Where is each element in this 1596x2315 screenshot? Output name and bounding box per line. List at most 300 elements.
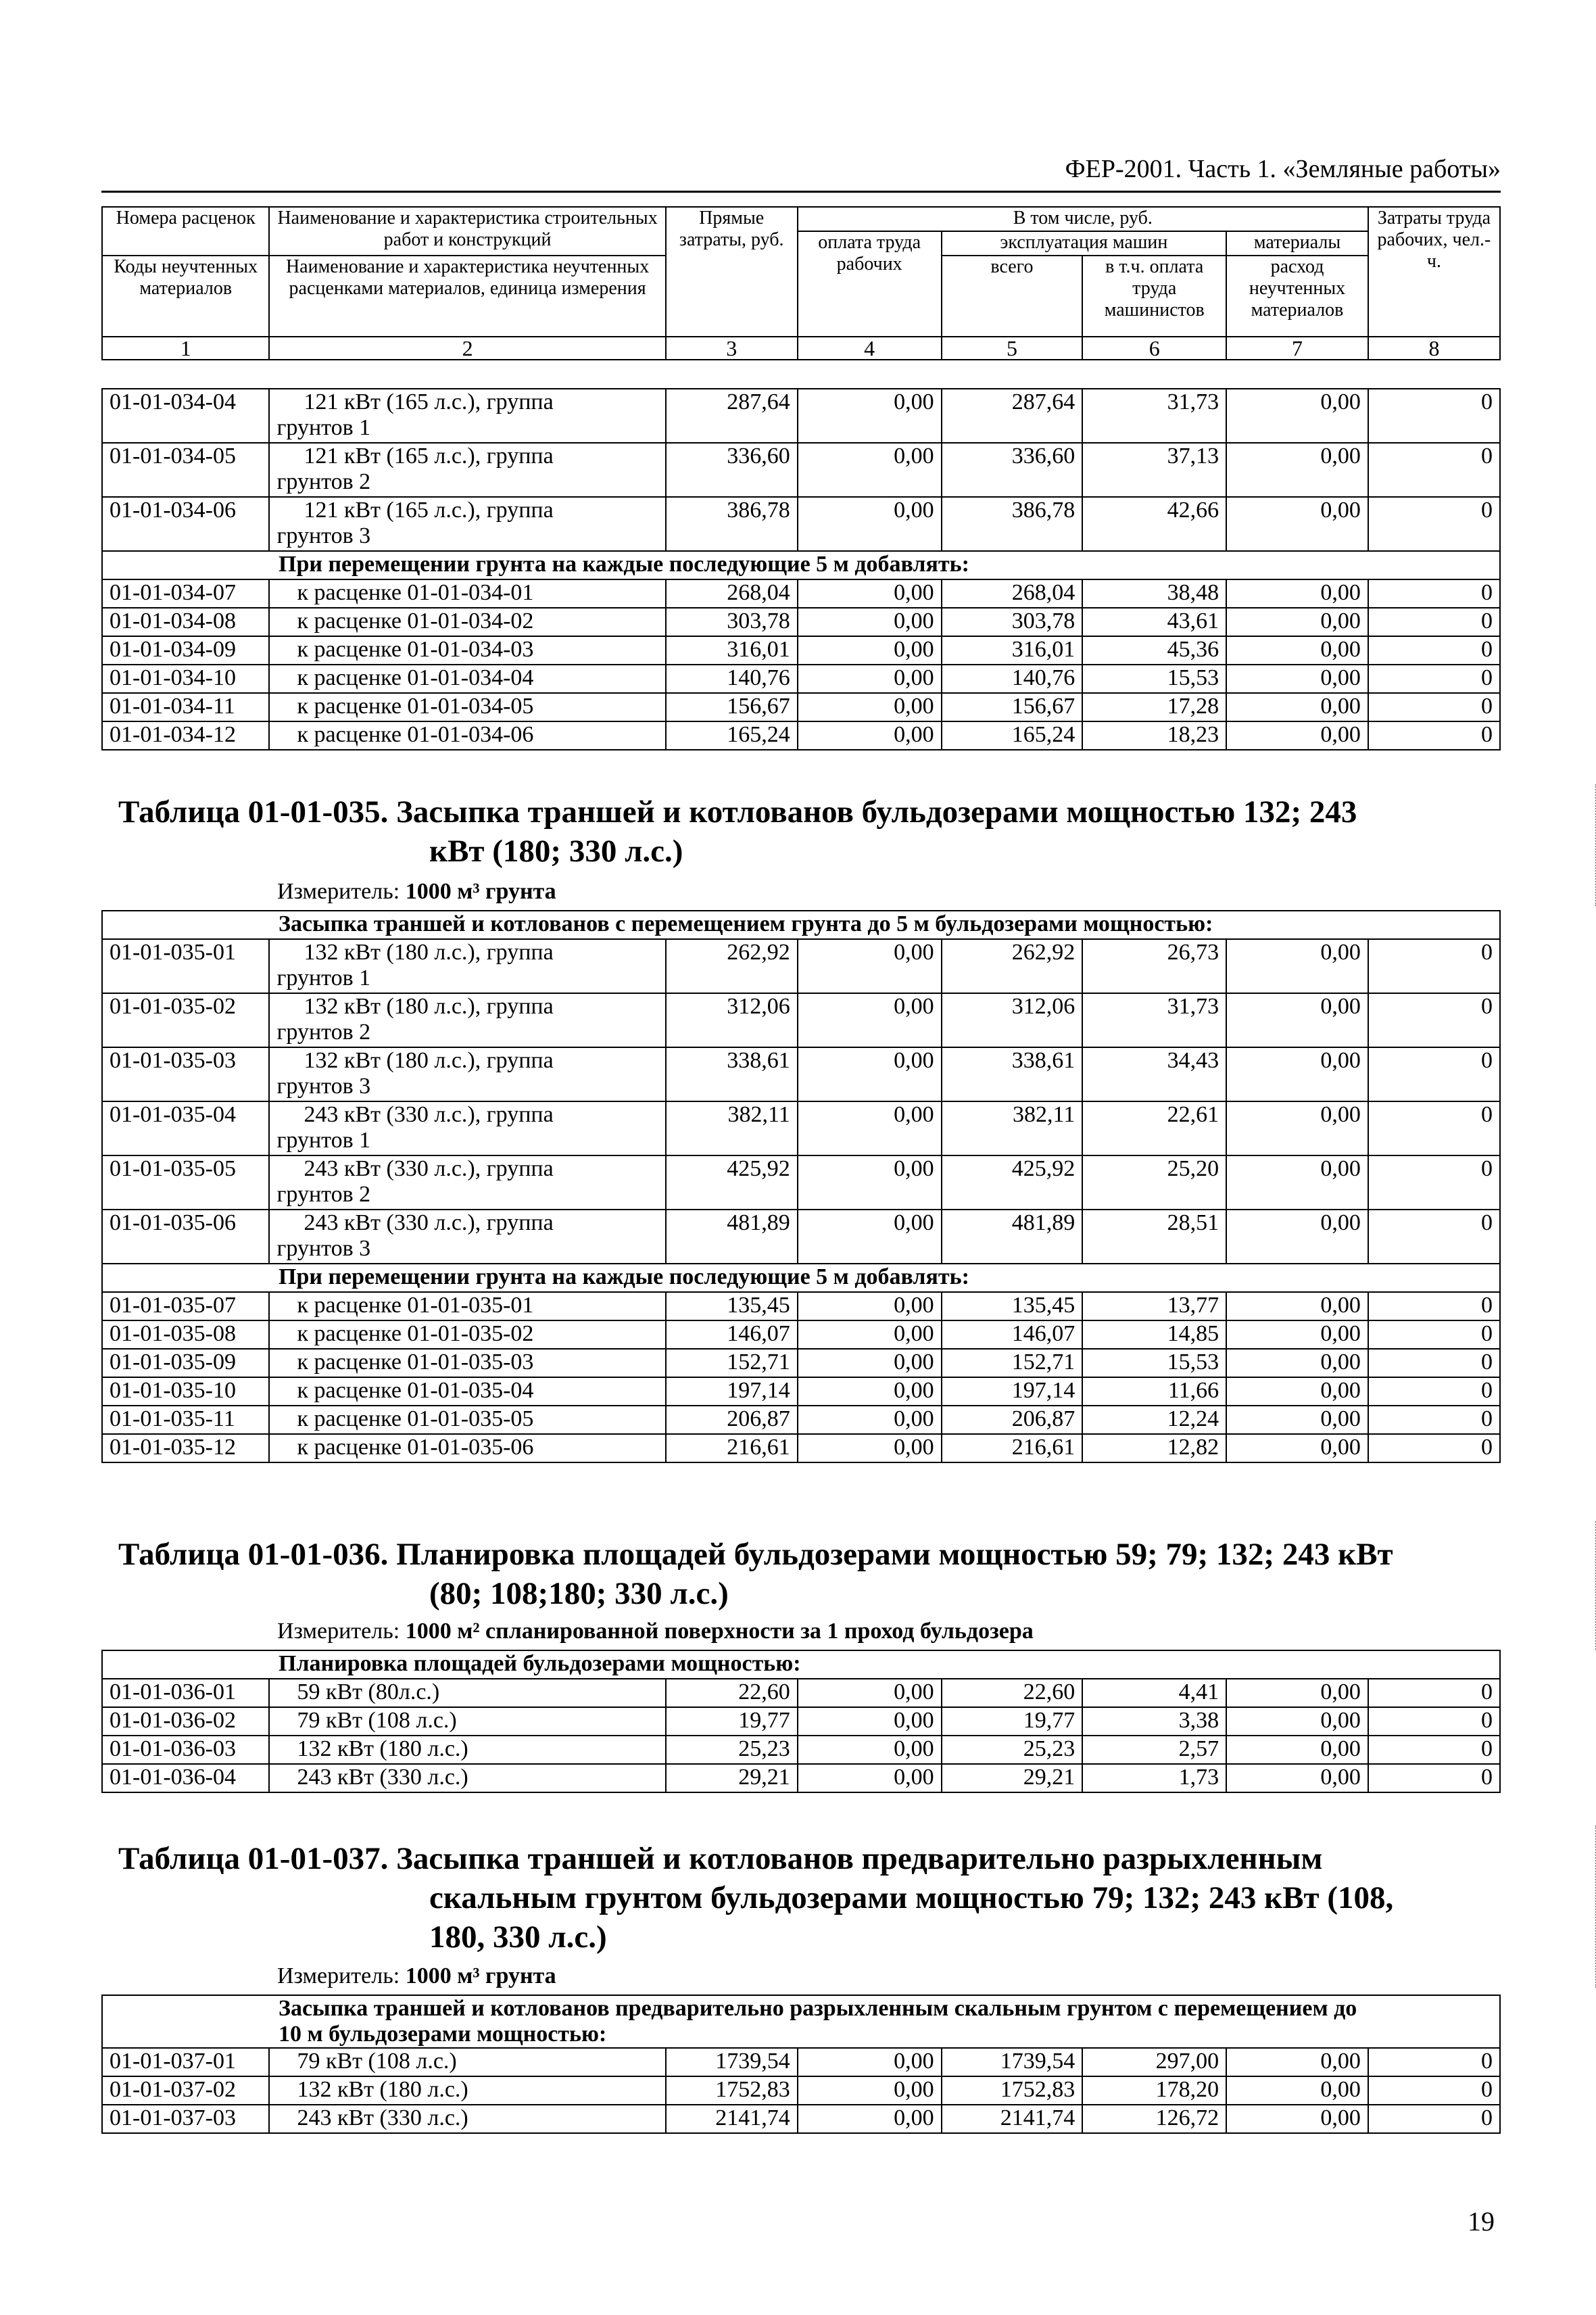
direct-costs-value: 303,78: [666, 608, 798, 636]
machines-total-value: 29,21: [942, 1764, 1083, 1792]
labor-hours-value: 0: [1368, 1155, 1500, 1210]
machines-total-value: 382,11: [942, 1101, 1083, 1155]
rate-name-line: грунтов 1: [276, 415, 371, 440]
labor-wages-value: 0,00: [798, 1320, 942, 1349]
machines-labor-value: 25,20: [1082, 1155, 1226, 1210]
col-incl-header: В том числе, руб.: [798, 207, 1368, 231]
materials-value: 0,00: [1226, 1101, 1368, 1155]
table-title-line: Засыпка траншей и котлованов предварительно разрыхленным: [396, 1841, 1323, 1876]
table-row: [102, 636, 1500, 665]
labor-wages-value: 0,00: [798, 497, 942, 551]
rate-name: [269, 389, 665, 443]
machines-total-value: 312,06: [942, 993, 1083, 1047]
col-materials-consumption: расход неучтенных материалов: [1226, 256, 1368, 337]
table-row: [102, 1736, 1500, 1764]
section-subheader: При перемещении грунта на каждые последующие 5 м добавлять:: [102, 1264, 1500, 1292]
rate-name: к расценке 01-01-034-06: [269, 721, 665, 750]
materials-value: 0,00: [1226, 1406, 1368, 1434]
machines-total-value: 156,67: [942, 693, 1083, 721]
table-number: Таблица 01-01-035.: [118, 794, 389, 830]
machines-total-value: 262,92: [942, 939, 1083, 993]
table-row: [102, 939, 1500, 993]
rate-name-line: грунтов 3: [276, 1074, 371, 1099]
rate-name-line: 132 кВт (180 л.с.), группа: [304, 940, 554, 965]
direct-costs-value: 287,64: [666, 389, 798, 443]
rate-code: 01-01-034-05: [102, 443, 269, 497]
rate-name-line: 132 кВт (180 л.с.), группа: [304, 1048, 554, 1073]
rate-name: 59 кВт (80л.с.): [269, 1679, 665, 1707]
labor-wages-value: 0,00: [798, 1406, 942, 1434]
machines-labor-value: 11,66: [1082, 1377, 1226, 1406]
table-row: [102, 1210, 1500, 1264]
rate-name: к расценке 01-01-034-01: [269, 579, 665, 608]
section-header: [102, 1995, 1500, 2048]
direct-costs-value: 165,24: [666, 721, 798, 750]
rate-name-line: 243 кВт (330 л.с.), группа: [304, 1210, 554, 1235]
machines-total-value: 206,87: [942, 1406, 1083, 1434]
table-row: [102, 1434, 1500, 1462]
direct-costs-value: 156,67: [666, 693, 798, 721]
table-row: [102, 1292, 1500, 1320]
meter-value: 1000 м³ грунта: [405, 879, 556, 904]
rate-name-line: 132 кВт (180 л.с.), группа: [304, 994, 554, 1019]
machines-total-value: 152,71: [942, 1349, 1083, 1377]
table-title: [118, 1839, 1470, 1957]
table-row: [102, 443, 1500, 497]
col-materials: материалы: [1226, 231, 1368, 256]
rate-name-line: 121 кВт (165 л.с.), группа: [304, 498, 554, 523]
col-number: 1: [102, 337, 269, 360]
machines-total-value: 316,01: [942, 636, 1083, 665]
section-subheader: При перемещении грунта на каждые последующие 5 м добавлять:: [102, 551, 1500, 579]
table-035: [101, 910, 1501, 1463]
rate-name-line: грунтов 2: [276, 1182, 371, 1207]
direct-costs-value: 1739,54: [666, 2048, 798, 2076]
rate-name-line: 243 кВт (330 л.с.), группа: [304, 1156, 554, 1181]
machines-total-value: 268,04: [942, 579, 1083, 608]
meter-value: 1000 м² спланированной поверхности за 1 проход бульдозера: [405, 1619, 1034, 1644]
materials-value: 0,00: [1226, 993, 1368, 1047]
rate-name-line: 243 кВт (330 л.с.), группа: [304, 1102, 554, 1127]
labor-hours-value: 0: [1368, 721, 1500, 750]
direct-costs-value: 19,77: [666, 1707, 798, 1736]
materials-value: 0,00: [1226, 1210, 1368, 1264]
rate-name: [269, 1155, 665, 1210]
table-row: [102, 2076, 1500, 2105]
labor-wages-value: 0,00: [798, 665, 942, 693]
machines-total-value: 1752,83: [942, 2076, 1083, 2105]
labor-hours-value: 0: [1368, 939, 1500, 993]
rate-code: 01-01-036-04: [102, 1764, 269, 1792]
labor-wages-value: 0,00: [798, 1155, 942, 1210]
rate-name: 132 кВт (180 л.с.): [269, 1736, 665, 1764]
direct-costs-value: 2141,74: [666, 2105, 798, 2133]
machines-total-value: 19,77: [942, 1707, 1083, 1736]
table-036: [101, 1650, 1501, 1793]
machines-labor-value: 28,51: [1082, 1210, 1226, 1264]
labor-wages-value: 0,00: [798, 1210, 942, 1264]
table-number: Таблица 01-01-036.: [118, 1537, 389, 1572]
table-title-line: 180, 330 л.с.): [429, 1919, 607, 1955]
table-row: [102, 2105, 1500, 2133]
labor-hours-value: 0: [1368, 579, 1500, 608]
machines-total-value: 135,45: [942, 1292, 1083, 1320]
materials-value: 0,00: [1226, 1047, 1368, 1101]
rate-code: 01-01-035-10: [102, 1377, 269, 1406]
table-034: [101, 388, 1501, 750]
direct-costs-value: 262,92: [666, 939, 798, 993]
rate-code: 01-01-035-03: [102, 1047, 269, 1101]
labor-wages-value: 0,00: [798, 1292, 942, 1320]
rate-name-line: грунтов 1: [276, 965, 371, 991]
labor-wages-value: 0,00: [798, 579, 942, 608]
table-title-line: Засыпка траншей и котлованов бульдозерами мощностью 132; 243: [396, 794, 1357, 830]
machines-labor-value: 26,73: [1082, 939, 1226, 993]
labor-hours-value: 0: [1368, 1377, 1500, 1406]
direct-costs-value: 316,01: [666, 636, 798, 665]
table-row: [102, 1101, 1500, 1155]
machines-labor-value: 43,61: [1082, 608, 1226, 636]
table-037: [101, 1995, 1501, 2134]
materials-value: 0,00: [1226, 2048, 1368, 2076]
machines-total-value: 140,76: [942, 665, 1083, 693]
labor-hours-value: 0: [1368, 1736, 1500, 1764]
machines-labor-value: 37,13: [1082, 443, 1226, 497]
rate-name: [269, 993, 665, 1047]
labor-hours-value: 0: [1368, 1349, 1500, 1377]
col-number: 8: [1368, 337, 1500, 360]
rate-code: 01-01-035-12: [102, 1434, 269, 1462]
materials-value: 0,00: [1226, 497, 1368, 551]
machines-labor-value: 14,85: [1082, 1320, 1226, 1349]
direct-costs-value: 22,60: [666, 1679, 798, 1707]
labor-wages-value: 0,00: [798, 993, 942, 1047]
direct-costs-value: 338,61: [666, 1047, 798, 1101]
materials-value: 0,00: [1226, 1292, 1368, 1320]
machines-labor-value: 22,61: [1082, 1101, 1226, 1155]
rate-code: 01-01-035-08: [102, 1320, 269, 1349]
table-row: [102, 1047, 1500, 1101]
col-machines: эксплуатация машин: [942, 231, 1227, 256]
rate-name-line: грунтов 2: [276, 469, 371, 494]
rate-name-line: грунтов 2: [276, 1020, 371, 1045]
materials-value: 0,00: [1226, 1155, 1368, 1210]
machines-labor-value: 31,73: [1082, 993, 1226, 1047]
column-header: [101, 206, 1501, 360]
rate-name: [269, 497, 665, 551]
machines-total-value: 216,61: [942, 1434, 1083, 1462]
table-title: [118, 1535, 1470, 1613]
table-title: [118, 792, 1470, 871]
col-name-top: Наименование и характеристика строительных работ и конструкций: [269, 207, 665, 256]
table-row: [102, 389, 1500, 443]
machines-labor-value: 13,77: [1082, 1292, 1226, 1320]
labor-hours-value: 0: [1368, 2048, 1500, 2076]
machines-labor-value: 15,53: [1082, 1349, 1226, 1377]
rate-name: к расценке 01-01-035-05: [269, 1406, 665, 1434]
rate-code: 01-01-034-09: [102, 636, 269, 665]
rate-name: [269, 939, 665, 993]
labor-wages-value: 0,00: [798, 1707, 942, 1736]
col-labor-costs: Затраты труда рабочих, чел.-ч.: [1368, 207, 1500, 337]
table-title-line: скальным грунтом бульдозерами мощностью 79; 132; 243 кВт (108,: [429, 1880, 1394, 1915]
rate-name: [269, 1101, 665, 1155]
materials-value: 0,00: [1226, 2105, 1368, 2133]
table-row: [102, 993, 1500, 1047]
table-row: [102, 1679, 1500, 1707]
rate-name: к расценке 01-01-034-04: [269, 665, 665, 693]
table-row: [102, 1707, 1500, 1736]
materials-value: 0,00: [1226, 939, 1368, 993]
rate-code: 01-01-035-04: [102, 1101, 269, 1155]
rate-code: 01-01-035-11: [102, 1406, 269, 1434]
materials-value: 0,00: [1226, 636, 1368, 665]
labor-wages-value: 0,00: [798, 1047, 942, 1101]
machines-total-value: 1739,54: [942, 2048, 1083, 2076]
machines-labor-value: 18,23: [1082, 721, 1226, 750]
materials-value: 0,00: [1226, 443, 1368, 497]
materials-value: 0,00: [1226, 1377, 1368, 1406]
direct-costs-value: 140,76: [666, 665, 798, 693]
machines-total-value: 146,07: [942, 1320, 1083, 1349]
col-name-bottom: Наименование и характеристика неучтенных расценками материалов, единица измерения: [269, 256, 665, 337]
rate-name: [269, 1210, 665, 1264]
labor-hours-value: 0: [1368, 608, 1500, 636]
machines-labor-value: 1,73: [1082, 1764, 1226, 1792]
labor-wages-value: 0,00: [798, 2048, 942, 2076]
machines-total-value: 336,60: [942, 443, 1083, 497]
materials-value: 0,00: [1226, 1679, 1368, 1707]
table-row: [102, 665, 1500, 693]
labor-wages-value: 0,00: [798, 389, 942, 443]
table-row: [102, 2048, 1500, 2076]
machines-total-value: 25,23: [942, 1736, 1083, 1764]
table-row: [102, 721, 1500, 750]
labor-hours-value: 0: [1368, 2105, 1500, 2133]
labor-wages-value: 0,00: [798, 1377, 942, 1406]
machines-total-value: 197,14: [942, 1377, 1083, 1406]
machines-total-value: 386,78: [942, 497, 1083, 551]
machines-labor-value: 42,66: [1082, 497, 1226, 551]
rate-name-line: грунтов 3: [276, 523, 371, 548]
machines-total-value: 22,60: [942, 1679, 1083, 1707]
machines-total-value: 165,24: [942, 721, 1083, 750]
rate-name: 132 кВт (180 л.с.): [269, 2076, 665, 2105]
labor-hours-value: 0: [1368, 1047, 1500, 1101]
rate-name: к расценке 01-01-035-06: [269, 1434, 665, 1462]
machines-total-value: 481,89: [942, 1210, 1083, 1264]
table-row: [102, 693, 1500, 721]
labor-wages-value: 0,00: [798, 2076, 942, 2105]
direct-costs-value: 216,61: [666, 1434, 798, 1462]
rate-code: 01-01-036-02: [102, 1707, 269, 1736]
col-number: 4: [798, 337, 942, 360]
rate-code: 01-01-037-01: [102, 2048, 269, 2076]
table-row: [102, 1320, 1500, 1349]
rate-name: к расценке 01-01-035-03: [269, 1349, 665, 1377]
materials-value: 0,00: [1226, 665, 1368, 693]
labor-hours-value: 0: [1368, 1707, 1500, 1736]
rate-code: 01-01-035-01: [102, 939, 269, 993]
labor-wages-value: 0,00: [798, 636, 942, 665]
materials-value: 0,00: [1226, 579, 1368, 608]
unit-of-measure: [277, 1619, 1034, 1644]
meter-label: Измеритель:: [277, 1619, 400, 1644]
machines-labor-value: 12,82: [1082, 1434, 1226, 1462]
materials-value: 0,00: [1226, 389, 1368, 443]
table-row: [102, 497, 1500, 551]
machines-labor-value: 34,43: [1082, 1047, 1226, 1101]
col-number: 7: [1226, 337, 1368, 360]
labor-wages-value: 0,00: [798, 2105, 942, 2133]
rate-name: к расценке 01-01-035-02: [269, 1320, 665, 1349]
rate-code: 01-01-036-01: [102, 1679, 269, 1707]
direct-costs-value: 152,71: [666, 1349, 798, 1377]
machines-labor-value: 45,36: [1082, 636, 1226, 665]
direct-costs-value: 382,11: [666, 1101, 798, 1155]
header-rule: [101, 191, 1501, 193]
direct-costs-value: 146,07: [666, 1320, 798, 1349]
direct-costs-value: 312,06: [666, 993, 798, 1047]
labor-wages-value: 0,00: [798, 1764, 942, 1792]
rate-name: к расценке 01-01-034-03: [269, 636, 665, 665]
rate-name: к расценке 01-01-034-02: [269, 608, 665, 636]
labor-wages-value: 0,00: [798, 1736, 942, 1764]
materials-value: 0,00: [1226, 1349, 1368, 1377]
labor-wages-value: 0,00: [798, 939, 942, 993]
labor-wages-value: 0,00: [798, 1434, 942, 1462]
rate-name-line: грунтов 1: [276, 1128, 371, 1153]
table-row: [102, 1764, 1500, 1792]
col-number: 6: [1082, 337, 1226, 360]
labor-hours-value: 0: [1368, 1434, 1500, 1462]
labor-hours-value: 0: [1368, 636, 1500, 665]
rate-name: 243 кВт (330 л.с.): [269, 1764, 665, 1792]
col-machines-labor: в т.ч. оплата труда машинистов: [1082, 256, 1226, 337]
machines-total-value: 338,61: [942, 1047, 1083, 1101]
rate-code: 01-01-035-07: [102, 1292, 269, 1320]
rate-code: 01-01-036-03: [102, 1736, 269, 1764]
col-number: 5: [942, 337, 1083, 360]
table-row: [102, 1377, 1500, 1406]
col-machines-total: всего: [942, 256, 1083, 337]
direct-costs-value: 29,21: [666, 1764, 798, 1792]
rate-code: 01-01-034-12: [102, 721, 269, 750]
labor-hours-value: 0: [1368, 993, 1500, 1047]
rate-name: [269, 443, 665, 497]
section-header-line: Засыпка траншей и котлованов предварительно разрыхленным скальным грунтом с перемещением до: [279, 1996, 1357, 2021]
labor-wages-value: 0,00: [798, 1349, 942, 1377]
labor-hours-value: 0: [1368, 665, 1500, 693]
machines-labor-value: 31,73: [1082, 389, 1226, 443]
rate-code: 01-01-034-08: [102, 608, 269, 636]
col-codes-top: Номера расценок: [102, 207, 269, 256]
labor-wages-value: 0,00: [798, 443, 942, 497]
rate-name-line: 121 кВт (165 л.с.), группа: [304, 389, 554, 414]
labor-hours-value: 0: [1368, 1101, 1500, 1155]
unit-of-measure: [277, 1963, 556, 1989]
meter-label: Измеритель:: [277, 1963, 400, 1988]
machines-labor-value: 12,24: [1082, 1406, 1226, 1434]
machines-labor-value: 38,48: [1082, 579, 1226, 608]
rate-name: к расценке 01-01-035-01: [269, 1292, 665, 1320]
table-row: [102, 1155, 1500, 1210]
direct-costs-value: 425,92: [666, 1155, 798, 1210]
meter-value: 1000 м³ грунта: [405, 1963, 556, 1988]
machines-labor-value: 178,20: [1082, 2076, 1226, 2105]
materials-value: 0,00: [1226, 693, 1368, 721]
table-row: [102, 1406, 1500, 1434]
direct-costs-value: 268,04: [666, 579, 798, 608]
materials-value: 0,00: [1226, 1764, 1368, 1792]
rate-name: 79 кВт (108 л.с.): [269, 2048, 665, 2076]
labor-hours-value: 0: [1368, 2076, 1500, 2105]
rate-code: 01-01-034-04: [102, 389, 269, 443]
machines-labor-value: 297,00: [1082, 2048, 1226, 2076]
meter-label: Измеритель:: [277, 879, 400, 904]
machines-labor-value: 2,57: [1082, 1736, 1226, 1764]
materials-value: 0,00: [1226, 1707, 1368, 1736]
table-title-line: Планировка площадей бульдозерами мощностью 59; 79; 132; 243 кВт: [396, 1537, 1393, 1572]
materials-value: 0,00: [1226, 2076, 1368, 2105]
materials-value: 0,00: [1226, 1736, 1368, 1764]
running-header: ФЕР-2001. Часть 1. «Земляные работы»: [1065, 155, 1501, 183]
section-header-line: 10 м бульдозерами мощностью:: [279, 2022, 607, 2047]
machines-labor-value: 3,38: [1082, 1707, 1226, 1736]
direct-costs-value: 481,89: [666, 1210, 798, 1264]
labor-hours-value: 0: [1368, 1320, 1500, 1349]
labor-hours-value: 0: [1368, 389, 1500, 443]
rate-code: 01-01-035-06: [102, 1210, 269, 1264]
col-direct-costs: Прямые затраты, руб.: [666, 207, 798, 337]
direct-costs-value: 1752,83: [666, 2076, 798, 2105]
rate-name: 243 кВт (330 л.с.): [269, 2105, 665, 2133]
table-row: [102, 579, 1500, 608]
labor-hours-value: 0: [1368, 1292, 1500, 1320]
labor-wages-value: 0,00: [798, 1101, 942, 1155]
section-header: Планировка площадей бульдозерами мощностью:: [102, 1650, 1500, 1679]
rate-code: 01-01-034-06: [102, 497, 269, 551]
materials-value: 0,00: [1226, 721, 1368, 750]
machines-total-value: 303,78: [942, 608, 1083, 636]
labor-hours-value: 0: [1368, 1406, 1500, 1434]
table-row: [102, 608, 1500, 636]
machines-total-value: 425,92: [942, 1155, 1083, 1210]
machines-total-value: 2141,74: [942, 2105, 1083, 2133]
unit-of-measure: [277, 879, 556, 905]
rate-code: 01-01-037-03: [102, 2105, 269, 2133]
materials-value: 0,00: [1226, 1434, 1368, 1462]
table-number: Таблица 01-01-037.: [118, 1841, 389, 1876]
table-title-line: кВт (180; 330 л.с.): [429, 834, 683, 869]
rate-code: 01-01-034-10: [102, 665, 269, 693]
labor-wages-value: 0,00: [798, 1679, 942, 1707]
rate-code: 01-01-035-05: [102, 1155, 269, 1210]
rate-name-line: 121 кВт (165 л.с.), группа: [304, 444, 554, 469]
labor-wages-value: 0,00: [798, 693, 942, 721]
labor-hours-value: 0: [1368, 1210, 1500, 1264]
labor-hours-value: 0: [1368, 497, 1500, 551]
col-labor-wages: оплата труда рабочих: [798, 231, 942, 337]
table-row: [102, 1349, 1500, 1377]
col-number: 3: [666, 337, 798, 360]
section-header: Засыпка траншей и котлованов с перемещением грунта до 5 м бульдозерами мощностью:: [102, 911, 1500, 939]
labor-hours-value: 0: [1368, 693, 1500, 721]
table-title-line: (80; 108;180; 330 л.с.): [429, 1576, 729, 1611]
rate-code: 01-01-034-07: [102, 579, 269, 608]
rate-name: [269, 1047, 665, 1101]
direct-costs-value: 336,60: [666, 443, 798, 497]
